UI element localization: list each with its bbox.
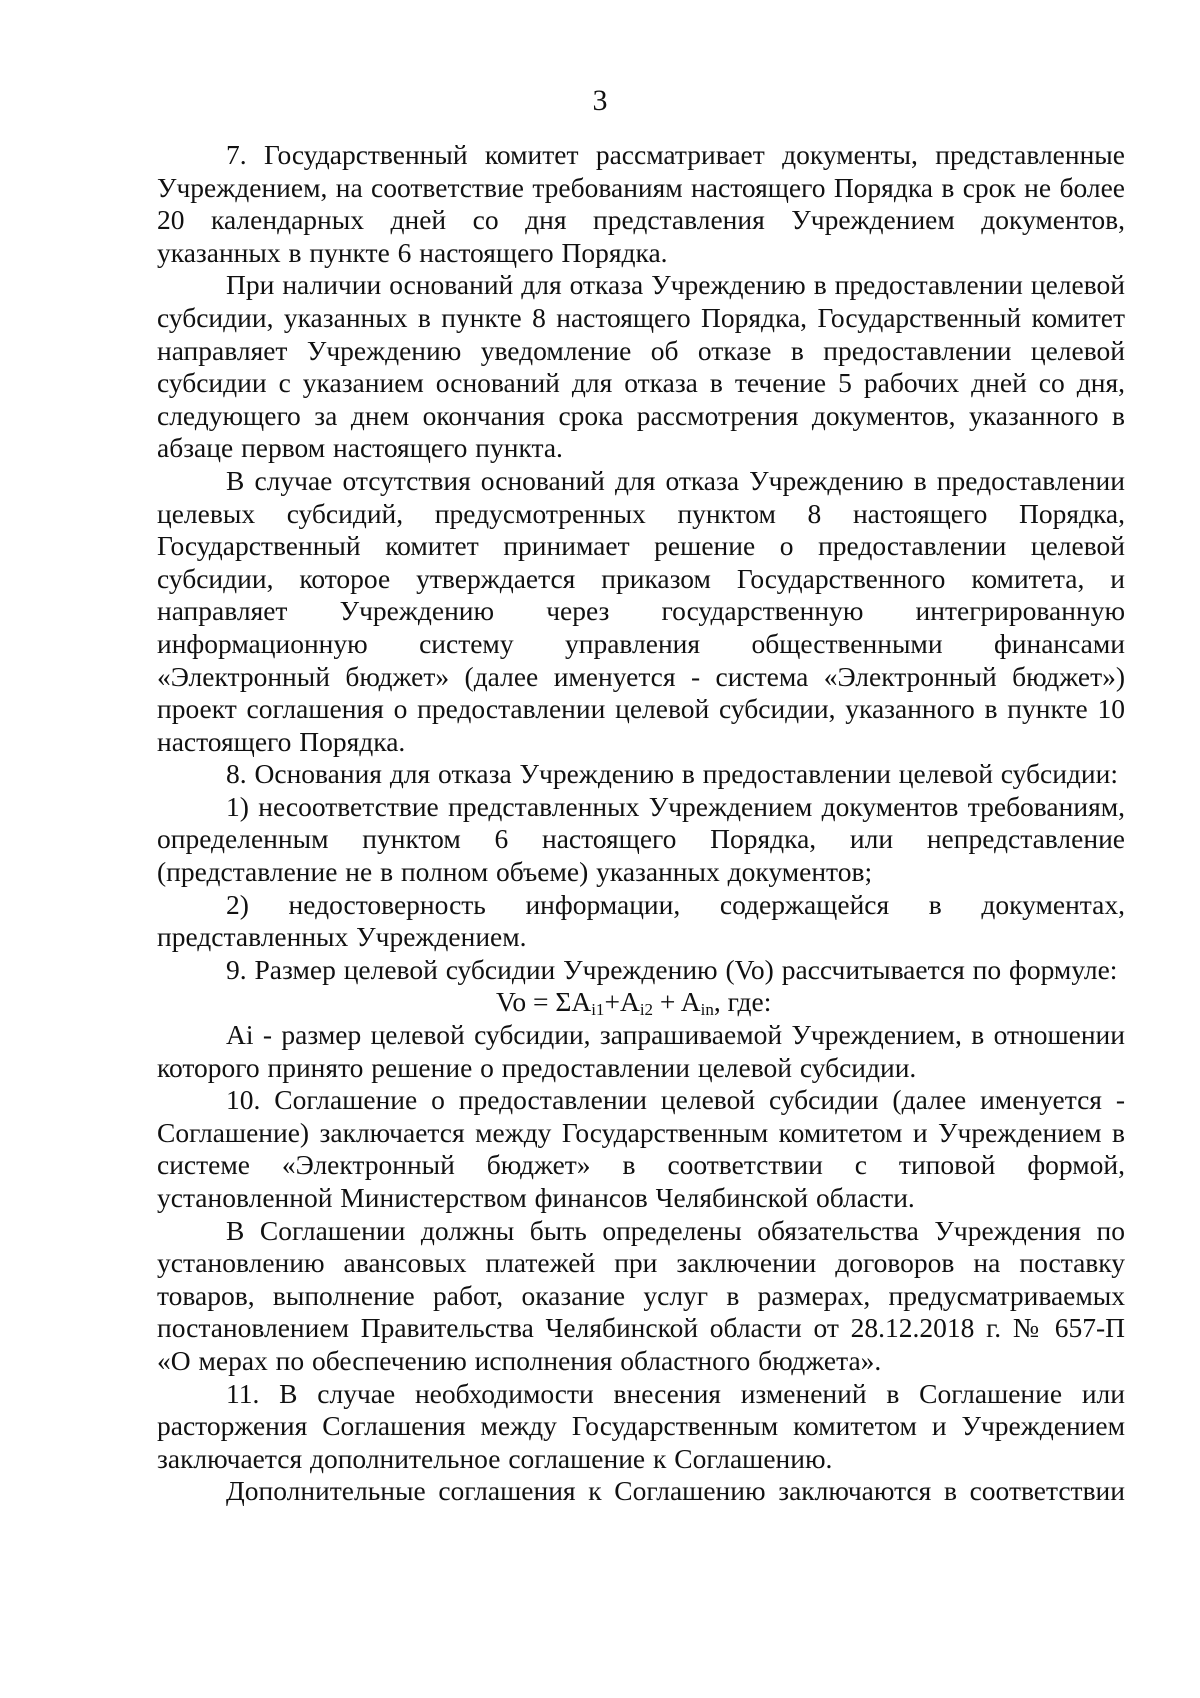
formula-sub-in: in bbox=[700, 1000, 714, 1020]
formula-plus-an: + A bbox=[653, 986, 701, 1018]
paragraph-9: 9. Размер целевой субсидии Учреждению (Vo) рассчитывается по формуле: bbox=[226, 953, 1118, 985]
formula-sub-i1: i1 bbox=[591, 1000, 605, 1020]
paragraph-8-item-1: 1) несоответствие представленных Учреждением документов требованиям, определенным пунктом 6 настоящего Порядка, или непредставление (представление не в полном объеме) указанных документов; bbox=[157, 790, 1125, 888]
paragraph-11: 11. В случае необходимости внесения изменений в Соглашение или расторжения Соглашения между Государственным комитетом и Учреждением заключается дополнительное соглашение к Соглашению. bbox=[157, 1377, 1125, 1474]
paragraph-9-definition: Ai - размер целевой субсидии, запрашиваемой Учреждением, в отношении которого принято решение о предоставлении целевой субсидии. bbox=[157, 1019, 1125, 1083]
paragraph-7-decision: В случае отсутствия оснований для отказа Учреждению в предоставлении целевых субсидий, предусмотренных пунктом 8 настоящего Порядка, Государственный комитет принимает решение о предоставлении целевой субсидии, которое утверждается приказом Государственного комитета, и направляет Учреждению через государственную интегрированную информационную систему управления общественными финансами «Электронный бюджет» (далее именуется - система «Электронный бюджет») проект соглашения о предоставлении целевой субсидии, указанного в пункте 10 настоящего Порядка. bbox=[157, 464, 1125, 757]
paragraph-11-continuation: Дополнительные соглашения к Соглашению заключаются в соответствии bbox=[226, 1475, 1125, 1507]
formula-lhs: Vo = ΣA bbox=[496, 986, 592, 1018]
formula-plus-a2: +A bbox=[604, 986, 640, 1018]
paragraph-7-refusal-notice: При наличии оснований для отказа Учреждению в предоставлении целевой субсидии, указанных в пункте 8 настоящего Порядка, Государственный комитет направляет Учреждению уведомление об отказе в предоставлении целевой субсидии с указанием оснований для отказа в течение 5 рабочих дней со дня, следующего за днем окончания срока рассмотрения документов, указанного в абзаце первом настоящего пункта. bbox=[157, 269, 1125, 464]
paragraph-10: 10. Соглашение о предоставлении целевой субсидии (далее именуется - Соглашение) заключается между Государственным комитетом и Учреждением в системе «Электронный бюджет» в соответствии с типовой формой, установленной Министерством финансов Челябинской области. bbox=[157, 1084, 1125, 1213]
document-body bbox=[157, 139, 1125, 1508]
page-number: 3 bbox=[592, 84, 608, 117]
paragraph-8-item-2: 2) недостоверность информации, содержащейся в документах, представленных Учреждением. bbox=[157, 888, 1125, 953]
paragraph-10-obligations: В Соглашении должны быть определены обязательства Учреждения по установлению авансовых платежей при заключении договоров на поставку товаров, выполнение работ, оказание услуг в размерах, предусматриваемых постановлением Правительства Челябинской области от 28.12.2018 г. № 657-П «О мерах по обеспечению исполнения областного бюджета». bbox=[157, 1214, 1125, 1376]
paragraph-7: 7. Государственный комитет рассматривает документы, представленные Учреждением, на соответствие требованиям настоящего Порядка в срок не более 20 календарных дней со дня представления Учреждением документов, указанных в пункте 6 настоящего Порядка. bbox=[157, 139, 1125, 268]
formula-sub-i2: i2 bbox=[639, 1000, 654, 1020]
subsidy-formula bbox=[157, 986, 1125, 1019]
formula-tail: , где: bbox=[713, 986, 772, 1018]
paragraph-8: 8. Основания для отказа Учреждению в предоставлении целевой субсидии: bbox=[226, 758, 1119, 790]
